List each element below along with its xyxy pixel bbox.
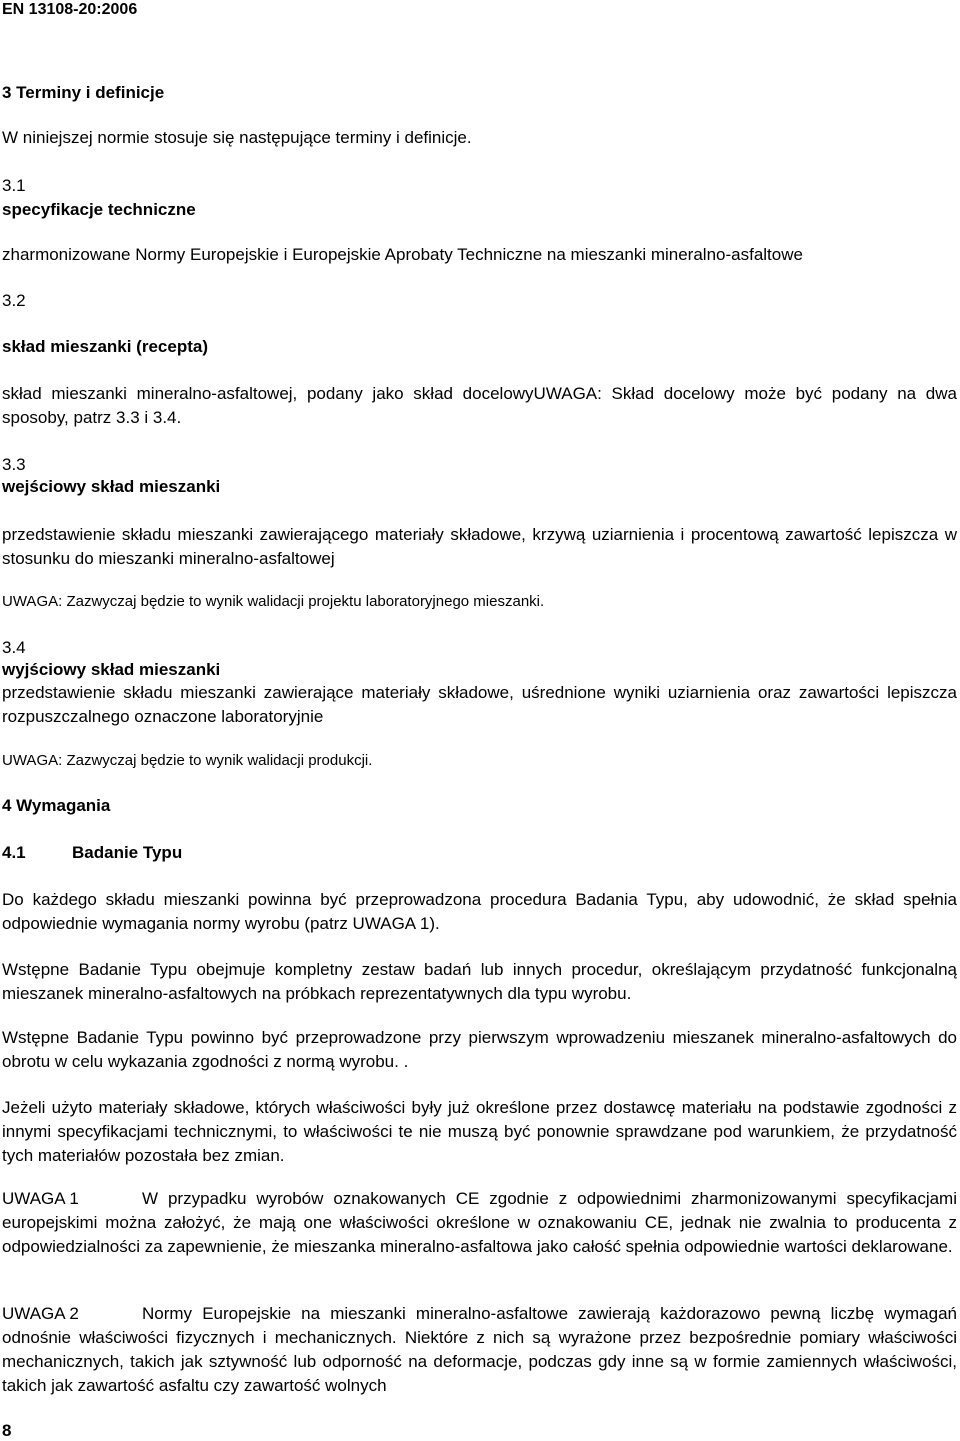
term-3-2-definition: skład mieszanki mineralno-asfaltowej, podany jako skład docelowyUWAGA: Skład docelowy może być podany na dwa sposoby, patrz 3.3 i 3.4. (2, 384, 957, 427)
term-3-2-title: skład mieszanki (recepta) (2, 337, 208, 356)
term-3-1-title: specyfikacje techniczne (2, 200, 196, 219)
note-1-text: W przypadku wyrobów oznakowanych CE zgodnie z odpowiednimi zharmonizowanymi specyfikacjami europejskimi można założyć, że mają one właściwości określone w oznakowaniu CE, jednak nie zwalnia to producenta z odpowiedzialności za zapewnienie, że mieszanka mineralno-asfaltowa jako całość spełnia odpowiednie wartości deklarowane. (2, 1189, 957, 1256)
subsection-4-1-title: Badanie Typu (72, 843, 183, 862)
page-number: 8 (2, 1421, 12, 1440)
section-4-heading: 4 Wymagania (2, 796, 111, 815)
document-id-header: EN 13108-20:2006 (2, 1, 138, 18)
paragraph-initial-type-testing-timing: Wstępne Badanie Typu powinno być przeprowadzone przy pierwszym wprowadzeniu mieszanek mineralno-asfaltowych do obrotu w celu wykazania zgodności z normą wyrobu. . (2, 1028, 957, 1071)
term-3-3-title: wejściowy skład mieszanki (2, 477, 221, 496)
section-3-heading: 3 Terminy i definicje (2, 83, 165, 102)
term-3-4-number: 3.4 (2, 638, 26, 657)
term-3-3-number: 3.3 (2, 455, 26, 474)
note-2 (2, 1302, 957, 1398)
note-1 (2, 1187, 957, 1259)
term-3-3-note: UWAGA: Zazwyczaj będzie to wynik walidacji projektu laboratoryjnego mieszanki. (2, 593, 545, 610)
note-2-label: UWAGA 2 (2, 1304, 79, 1323)
paragraph-initial-type-testing-scope: Wstępne Badanie Typu obejmuje kompletny zestaw badań lub innych procedur, określającym przydatność funkcjonalną mieszanek mineralno-asfaltowych na próbkach reprezentatywnych dla typu wyrobu. (2, 960, 957, 1003)
term-3-1-number: 3.1 (2, 176, 26, 195)
term-3-3-definition: przedstawienie składu mieszanki zawierającego materiały składowe, krzywą uziarnienia i procentową zawartość lepiszcza w stosunku do mieszanki mineralno-asfaltowej (2, 525, 957, 568)
term-3-4-note: UWAGA: Zazwyczaj będzie to wynik walidacji produkcji. (2, 752, 373, 769)
term-3-4-definition: przedstawienie składu mieszanki zawierające materiały składowe, uśrednione wyniki uziarnienia oraz zawartości lepiszcza rozpuszczalnego oznaczone laboratoryjnie (2, 683, 957, 726)
term-3-2-number: 3.2 (2, 291, 26, 310)
term-3-1-definition: zharmonizowane Normy Europejskie i Europejskie Aprobaty Techniczne na mieszanki mineralno-asfaltowe (2, 245, 803, 264)
section-3-intro: W niniejszej normie stosuje się następujące terminy i definicje. (2, 128, 472, 147)
term-3-4-title: wyjściowy skład mieszanki (2, 660, 221, 679)
note-1-label: UWAGA 1 (2, 1189, 79, 1208)
subsection-4-1-heading (2, 842, 182, 864)
note-2-text: Normy Europejskie na mieszanki mineralno-asfaltowe zawierają każdorazowo pewną liczbę wymagań odnośnie właściwości fizycznych i mechanicznych. Niektóre z nich są wyrażone przez bezpośrednie pomiary właściwości mechanicznych, takich jak sztywność lub odporność na deformacje, podczas gdy inne są w formie zamiennych właściwości, takich jak zawartość asfaltu czy zawartość wolnych (2, 1304, 957, 1395)
paragraph-type-testing: Do każdego składu mieszanki powinna być przeprowadzona procedura Badania Typu, aby udowodnić, że skład spełnia odpowiednie wymagania normy wyrobu (patrz UWAGA 1). (2, 890, 957, 933)
subsection-4-1-number: 4.1 (2, 843, 26, 862)
paragraph-constituent-materials: Jeżeli użyto materiały składowe, których właściwości były już określone przez dostawcę materiału na podstawie zgodności z innymi specyfikacjami technicznymi, to właściwości te nie muszą być ponownie sprawdzane pod warunkiem, że przydatność tych materiałów pozostała bez zmian. (2, 1098, 957, 1165)
